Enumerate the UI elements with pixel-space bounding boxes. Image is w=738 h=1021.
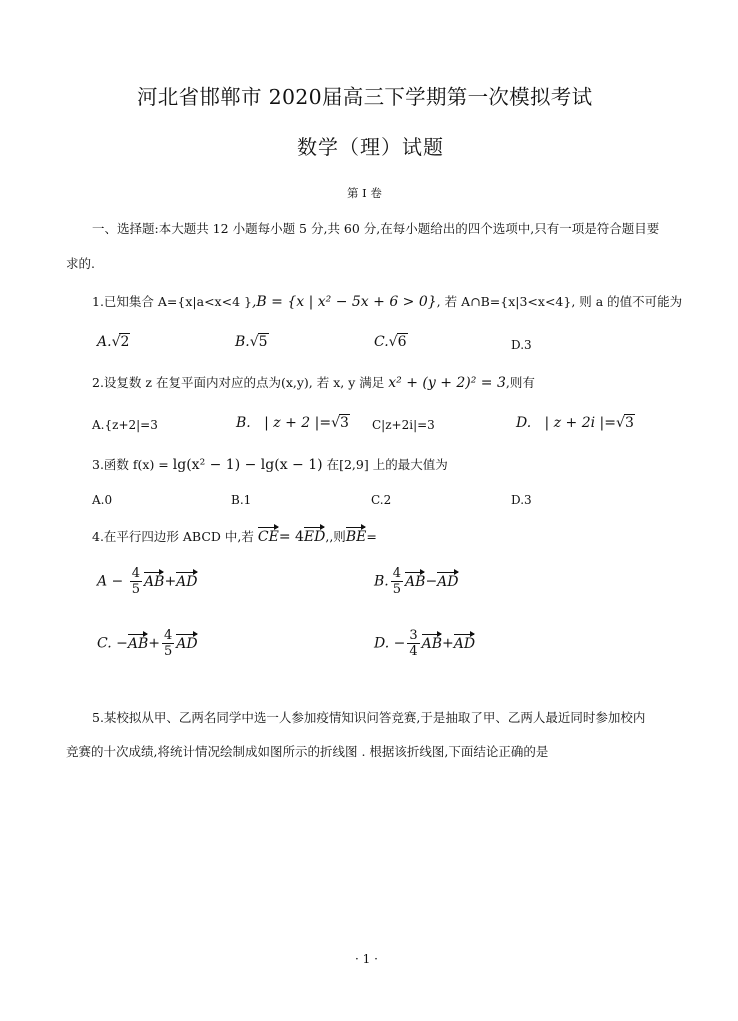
vector-ab: AB xyxy=(421,635,443,652)
q3-expression: lg(x² − 1) − lg(x − 1) xyxy=(172,457,323,473)
q2-option-b-label: B. xyxy=(236,415,251,431)
q4-suffix2: = xyxy=(366,529,377,544)
plus-sign: + xyxy=(148,635,160,652)
q1-prefix: 1.已知集合 A={x|a<x<4 } xyxy=(92,294,252,309)
q1-option-c-label: C. xyxy=(374,334,389,350)
exam-title: 河北省邯郸市 2020届高三下学期第一次模拟考试 xyxy=(137,85,593,109)
q1-option-c xyxy=(374,333,408,350)
q1-option-a xyxy=(97,333,130,350)
q2-option-a: A.{z+2|=3 xyxy=(92,418,158,432)
radical-sign: √ xyxy=(111,334,121,350)
page-number: · 1 · xyxy=(355,952,378,966)
vector-ad: AD xyxy=(176,635,198,652)
vector-ed: ED xyxy=(303,529,326,545)
q3-option-b: B.1 xyxy=(231,493,252,507)
q1-option-b xyxy=(235,333,269,350)
q2-option-c: C|z+2i|=3 xyxy=(372,418,435,432)
q4-option-d xyxy=(374,628,475,659)
radical-sign: √ xyxy=(249,334,259,350)
q1-stem xyxy=(92,292,682,310)
volume-label: 第 I 卷 xyxy=(347,186,382,200)
q2-option-d-expr: | z + 2i |= xyxy=(544,415,617,431)
plus-sign: + xyxy=(164,573,177,590)
q3-suffix: 在[2,9] 上的最大值为 xyxy=(326,457,448,472)
vector-ab: AB xyxy=(144,573,165,590)
vector-be: BE xyxy=(345,529,367,545)
minus-sign: − xyxy=(425,573,438,590)
radical-sign: √ xyxy=(388,334,398,350)
q4-option-b-label: B. xyxy=(374,573,389,590)
vector-ab: AB xyxy=(405,573,426,590)
q4-cond-eq: = 4 xyxy=(278,529,304,545)
fraction xyxy=(407,628,419,659)
q3-option-c: C.2 xyxy=(371,493,392,507)
q4-stem xyxy=(92,527,377,545)
q1-set-b: ,B = {x | x² − 5x + 6 > 0} xyxy=(251,294,437,310)
q2-option-d xyxy=(516,414,635,431)
radical-sign: √ xyxy=(616,415,625,431)
q1-option-a-radicand: 2 xyxy=(120,334,130,350)
q3-option-d: D.3 xyxy=(511,493,532,507)
section-instructions-line1: 一、选择题:本大题共 12 小题每小题 5 分,共 60 分,在每小题给出的四个选项中,只有一项是符合题目要 xyxy=(92,221,660,236)
section-instructions-line2: 求的. xyxy=(66,256,95,271)
radical-sign: √ xyxy=(331,415,341,431)
q4-option-a-label: A − xyxy=(97,573,124,590)
fraction xyxy=(130,566,142,597)
q4-option-b xyxy=(374,566,459,597)
q2-option-b-expr: | z + 2 |= xyxy=(264,415,332,431)
q3-stem xyxy=(92,455,448,473)
q4-option-d-label: D. − xyxy=(374,635,406,652)
fraction-denominator: 5 xyxy=(392,582,402,597)
vector-ad: AD xyxy=(453,635,476,652)
plus-sign: + xyxy=(442,635,454,652)
q1-option-a-label: A. xyxy=(97,334,112,350)
q5-stem-line1: 5.某校拟从甲、乙两名同学中选一人参加疫情知识问答竞赛,于是抽取了甲、乙两人最近同时参加校内 xyxy=(92,710,646,725)
q1-option-b-label: B. xyxy=(235,334,250,350)
q1-option-c-radicand: 6 xyxy=(397,334,407,350)
q2-prefix: 2.设复数 z 在复平面内对应的点为(x,y), 若 x, y 满足 xyxy=(92,375,385,390)
vector-ab: AB xyxy=(127,635,149,652)
q2-option-b xyxy=(236,414,350,431)
q3-option-a: A.0 xyxy=(92,493,113,507)
vector-ad: AD xyxy=(437,573,459,590)
vector-ce: CE xyxy=(257,529,279,545)
q2-option-d-radicand: 3 xyxy=(624,415,634,431)
exam-subtitle: 数学（理）试题 xyxy=(297,135,444,159)
q4-suffix: ,,则 xyxy=(325,529,346,544)
q2-equation: x² + (y + 2)² = 3 xyxy=(388,375,506,391)
q1-option-b-radicand: 5 xyxy=(258,334,268,350)
fraction-numerator: 4 xyxy=(163,628,173,643)
q3-prefix: 3.函数 f(x) = xyxy=(92,457,169,472)
vector-ad: AD xyxy=(176,573,198,590)
fraction-denominator: 5 xyxy=(131,582,141,597)
q1-suffix: , 若 A∩B={x|3<x<4}, 则 a 的值不可能为 xyxy=(436,294,683,309)
q2-option-b-radicand: 3 xyxy=(340,415,349,431)
q2-stem xyxy=(92,373,535,391)
fraction-numerator: 4 xyxy=(131,566,141,581)
fraction-denominator: 4 xyxy=(409,644,418,659)
fraction-numerator: 4 xyxy=(392,566,402,581)
fraction-numerator: 3 xyxy=(409,628,418,643)
q2-suffix: ,则有 xyxy=(505,375,535,390)
q4-prefix: 4.在平行四边形 ABCD 中,若 xyxy=(92,529,254,544)
q1-option-d: D.3 xyxy=(511,338,532,352)
fraction-denominator: 5 xyxy=(163,644,173,659)
q4-option-c-label: C. − xyxy=(97,635,128,652)
q4-option-a xyxy=(97,566,198,597)
fraction xyxy=(162,628,174,659)
fraction xyxy=(391,566,403,597)
q4-option-c xyxy=(97,628,198,659)
q2-option-d-label: D. xyxy=(516,415,532,431)
q5-stem-line2: 竞赛的十次成绩,将统计情况绘制成如图所示的折线图 . 根据该折线图,下面结论正确的是 xyxy=(66,744,549,759)
